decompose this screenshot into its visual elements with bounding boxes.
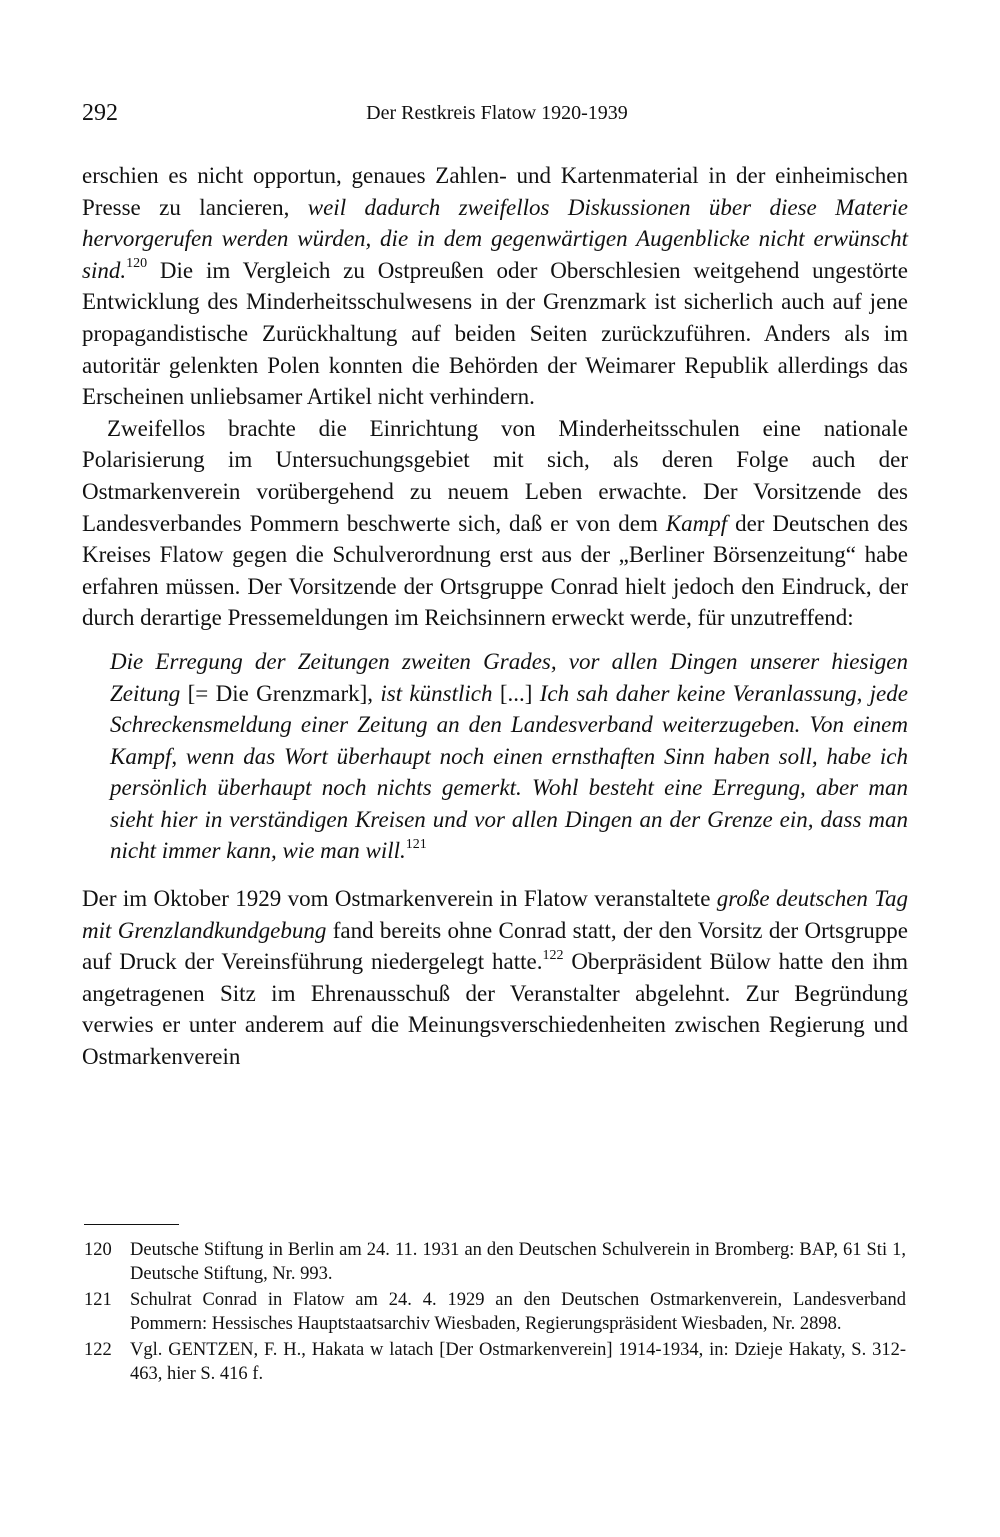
footnote-ref-120: 120: [126, 256, 148, 272]
footnote: [84, 1338, 906, 1386]
footnote-text: Schulrat Conrad in Flatow am 24. 4. 1929 an den Deutschen Ostmarkenverein, Landesverband Pommern: Hessisches Hauptstaatsarchiv Wiesbaden, Regierungspräsident Wiesbaden, Nr. 2898.: [130, 1290, 906, 1334]
quoted-passage: weil dadurch zweifellos Diskussionen über diese Materie hervorgerufen werden würden, die in dem gegenwärtigen Augenblicke nicht erwünscht sind.: [82, 194, 908, 283]
italic-term: Kampf: [665, 510, 728, 536]
paragraph-1: erschien es nicht opportun, genaues Zahlen- und Kartenmaterial in der einheimischen Presse zu lancieren, weil dadurch zweifellos Diskussionen über diese Materie hervorgerufen werden würden, die in dem gegenwärtigen Augenblicke nicht erwünscht sind.$^{120}$ Die im Vergleich zu Ostpreußen oder Oberschlesien weitgehend ungestörte Entwicklung des Minderheitsschulwesens in der Grenzmark ist sicherlich auch auf jene propagandistische Zurückhaltung auf beiden Seiten zurückzuführen. Anders als im autoritär gelenkten Polen konnten die Behörden der Weimarer Republik allerdings das Erscheinen unliebsamer Artikel nicht verhindern.: [82, 163, 908, 410]
block-quote: Die Erregung der Zeitungen zweiten Grades, vor allen Dingen unserer hiesigen Zeitung [= Die Grenzmark], ist künstlich [...] Ich sah daher keine Veranlassung, jede Schreckensmeldung einer Zeitung an den Landesverband weiterzugeben. Von einem Kampf, wenn das Wort überhaupt noch einen ernsthaften Sinn haben soll, habe ich persönlich überhaupt noch nichts gemerkt. Wohl besteht eine Erregung, aber man sieht hier in verständigen Kreisen und vor allen Dingen an der Grenze ein, dass man nicht immer kann, wie man will.$^{121}$: [110, 648, 908, 864]
footnotes: [84, 1238, 906, 1388]
footnote-number: 121: [84, 1290, 112, 1310]
footnote-text: Vgl. GENTZEN, F. H., Hakata w latach [Der Ostmarkenverein] 1914-1934, in: Dzieje Hakaty, S. 312-463, hier S. 416 f.: [130, 1340, 906, 1384]
footnote-ref-122: 122: [542, 947, 564, 963]
page-number: 292: [82, 100, 118, 126]
footnote-number: 120: [84, 1240, 112, 1260]
footnote-ref-121: 121: [405, 836, 427, 852]
footnote: [84, 1238, 906, 1286]
italic-phrase: große deutschen Tag mit Grenzlandkundgebung: [82, 886, 908, 943]
footnote-text: Deutsche Stiftung in Berlin am 24. 11. 1931 an den Deutschen Schulverein in Bromberg: BAP, 61 Sti 1, Deutsche Stiftung, Nr. 993.: [130, 1240, 906, 1284]
footnote-divider: [84, 1224, 179, 1225]
running-header: [82, 100, 912, 140]
paragraph-2: Zweifellos brachte die Einrichtung von Minderheitsschulen eine nationale Polarisierung im Untersuchungsgebiet mit sich, als deren Folge auch der Ostmarkenverein vorübergehend zu neuem Leben erwachte. Der Vorsitzende des Landesverbandes Pommern beschwerte sich, daß er von dem Kampf der Deutschen des Kreises Flatow gegen die Schulverordnung erst aus der „Berliner Börsenzeitung“ habe erfahren müssen. Der Vorsitzende der Ortsgruppe Conrad hielt jedoch den Eindruck, der durch derartige Pressemeldungen im Reichsinnern erweckt werde, für unzutreffend:: [82, 415, 908, 631]
footnote-number: 122: [84, 1340, 112, 1360]
footnote: [84, 1288, 906, 1336]
paragraph-3: Der im Oktober 1929 vom Ostmarkenverein in Flatow veranstaltete große deutschen Tag mit Grenzlandkundgebung fand bereits ohne Conrad statt, der den Vorsitz der Ortsgruppe auf Druck der Vereinsführung niedergelegt hatte.$^{122}$ Oberpräsident Bülow hatte den ihm angetragenen Sitz im Ehrenausschuß der Veranstalter abgelehnt. Zur Begründung verwies er unter anderem auf die Meinungsverschiedenheiten zwischen Regierung und Ostmarkenverein: [82, 886, 908, 1070]
running-title: Der Restkreis Flatow 1920-1939: [366, 102, 628, 124]
main-text: [82, 160, 908, 1073]
